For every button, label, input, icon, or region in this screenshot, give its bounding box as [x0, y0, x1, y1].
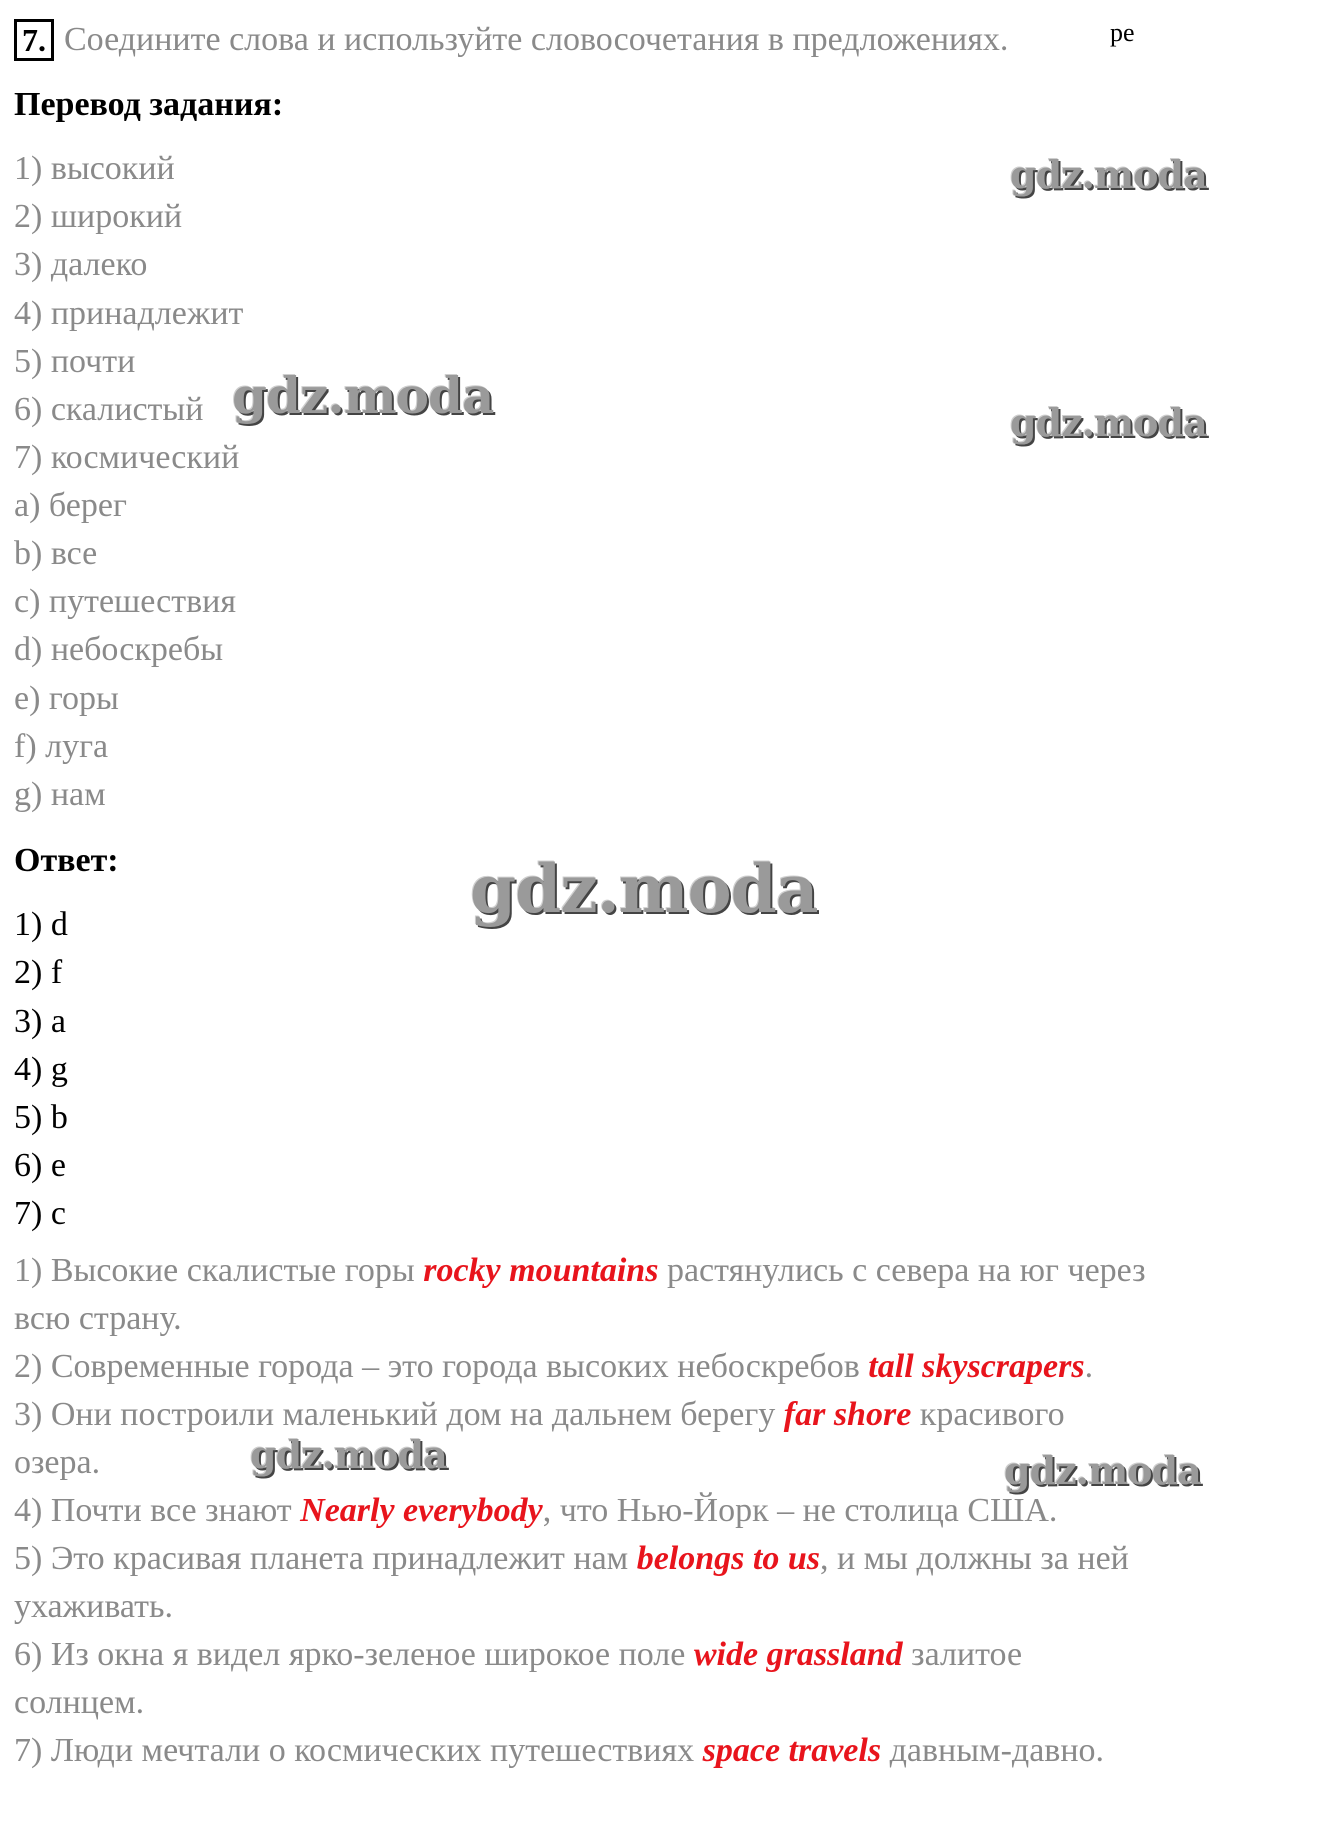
- sentence-text: озера.: [14, 1444, 101, 1481]
- sentence-highlight: far shore: [783, 1396, 912, 1433]
- translation-item: e) горы: [14, 680, 119, 717]
- sentence-line: [14, 1732, 1104, 1770]
- translation-item: a) берег: [14, 487, 127, 524]
- answer-item: 5) b: [14, 1099, 68, 1136]
- translation-heading: Перевод задания:: [14, 86, 284, 123]
- sentence-text: , что Нью-Йорк – не столица США.: [542, 1492, 1058, 1529]
- sentence-text: , и мы должны за ней: [819, 1540, 1129, 1577]
- sentence-line: [14, 1684, 144, 1722]
- sentence-text: 4) Почти все знают: [14, 1492, 301, 1529]
- task-number: 7.: [14, 19, 54, 61]
- translation-item: 5) почти: [14, 343, 136, 380]
- translation-item: 3) далеко: [14, 246, 148, 283]
- answer-item: 3) a: [14, 1003, 66, 1040]
- sentence-text: 1) Высокие скалистые горы: [14, 1252, 424, 1289]
- sentence-line: [14, 1588, 173, 1626]
- sentence-text: .: [1084, 1348, 1094, 1385]
- sentence-text: 7) Люди мечтали о космических путешествиях: [14, 1732, 703, 1769]
- answer-heading: Ответ:: [14, 842, 119, 879]
- stray-mark: pe: [1110, 18, 1135, 47]
- translation-item: g) нам: [14, 776, 106, 813]
- sentence-text: давным-давно.: [881, 1732, 1105, 1769]
- translation-item: d) небоскребы: [14, 631, 224, 668]
- translation-item: 6) скалистый: [14, 391, 204, 428]
- answer-item: 4) g: [14, 1051, 68, 1088]
- sentence-highlight: rocky mountains: [423, 1252, 659, 1289]
- sentence-line: [14, 1252, 1146, 1290]
- answer-item: 7) c: [14, 1195, 66, 1232]
- answer-item: 6) e: [14, 1147, 66, 1184]
- watermark: gdz.moda: [1010, 400, 1207, 445]
- sentence-highlight: tall skyscrapers: [868, 1348, 1085, 1385]
- task-header: [14, 18, 1008, 62]
- answer-item: 2) f: [14, 954, 63, 991]
- sentence-text: 6) Из окна я видел ярко-зеленое широкое поле: [14, 1636, 694, 1673]
- watermark: gdz.moda: [470, 850, 818, 928]
- sentence-text: всю страну.: [14, 1300, 182, 1337]
- answer-item: 1) d: [14, 906, 68, 943]
- translation-item: 4) принадлежит: [14, 295, 244, 332]
- task-title: Соедините слова и используйте словосочетания в предложениях.: [64, 21, 1009, 58]
- sentence-text: красивого: [911, 1396, 1065, 1433]
- watermark: gdz.moda: [250, 1432, 447, 1477]
- sentence-highlight: Nearly everybody: [300, 1492, 543, 1529]
- sentence-text: солнцем.: [14, 1684, 145, 1721]
- sentence-line: [14, 1396, 1065, 1434]
- sentence-text: 2) Современные города – это города высоких небоскребов: [14, 1348, 869, 1385]
- sentence-text: растянулись с севера на юг через: [658, 1252, 1146, 1289]
- sentence-text: залитое: [902, 1636, 1023, 1673]
- translation-item: c) путешествия: [14, 583, 237, 620]
- translation-item: 2) широкий: [14, 198, 183, 235]
- translation-item: 7) космический: [14, 439, 240, 476]
- sentence-highlight: belongs to us: [636, 1540, 820, 1577]
- sentence-line: [14, 1300, 182, 1338]
- translation-item: f) луга: [14, 728, 109, 765]
- sentence-line: [14, 1636, 1022, 1674]
- translation-item: 1) высокий: [14, 150, 175, 187]
- watermark: gdz.moda: [1010, 152, 1207, 197]
- sentence-highlight: wide grassland: [693, 1636, 903, 1673]
- watermark: gdz.moda: [1004, 1448, 1201, 1493]
- sentence-line: [14, 1444, 100, 1482]
- sentence-line: [14, 1348, 1093, 1386]
- watermark: gdz.moda: [232, 366, 494, 425]
- sentence-text: 3) Они построили маленький дом на дальнем берегу: [14, 1396, 784, 1433]
- sentence-line: [14, 1540, 1129, 1578]
- sentence-text: ухаживать.: [14, 1588, 174, 1625]
- sentence-highlight: space travels: [702, 1732, 882, 1769]
- sentence-text: 5) Это красивая планета принадлежит нам: [14, 1540, 637, 1577]
- sentence-line: [14, 1492, 1057, 1530]
- translation-item: b) все: [14, 535, 98, 572]
